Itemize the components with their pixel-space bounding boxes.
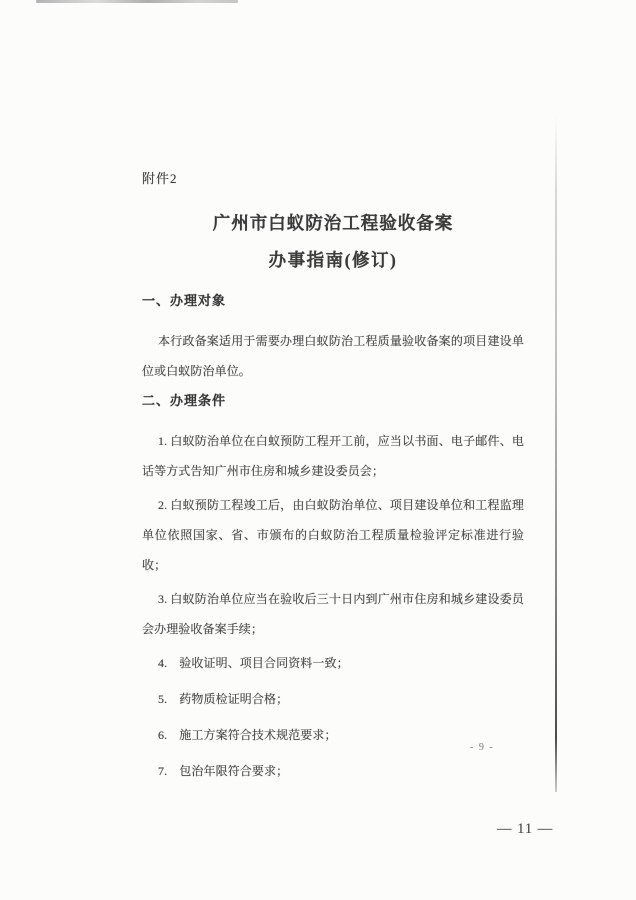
section-paragraph-targets: 本行政备案适用于需要办理白蚁防治工程质量验收备案的项目建设单位或白蚁防治单位。 <box>142 334 524 378</box>
attachment-label: 附件2 <box>142 171 178 186</box>
photocopy-crease-line <box>555 116 557 792</box>
document-content <box>142 168 524 786</box>
condition-item-1: 1. 白蚁防治单位在白蚁预防工程开工前，应当以书面、电子邮件、电话等方式告知广州市住房和城乡建设委员会； <box>142 434 524 478</box>
condition-item-7: 7. 包治年限符合要求； <box>158 764 289 778</box>
scan-artifact-top-line <box>36 0 238 3</box>
document-title <box>142 211 524 272</box>
document-title-line1: 广州市白蚁防治工程验收备案 <box>212 213 454 233</box>
condition-item-5: 5. 药物质检证明合格； <box>158 692 289 706</box>
condition-item-3: 3. 白蚁防治单位应当在验收后三十日内到广州市住房和城乡建设委员会办理验收备案手续； <box>142 592 524 636</box>
inner-page-number: - 9 - <box>470 742 495 753</box>
section-heading-conditions: 二、办理条件 <box>142 393 227 408</box>
condition-item-2: 2. 白蚁预防工程竣工后，由白蚁防治单位、项目建设单位和工程监理单位依照国家、省、市颁布的白蚁防治工程质量检验评定标准进行验收； <box>142 498 524 572</box>
document-title-line2: 办事指南(修订) <box>268 250 398 270</box>
condition-item-6: 6. 施工方案符合技术规范要求； <box>158 728 337 742</box>
section-heading-targets: 一、办理对象 <box>142 293 227 308</box>
footer-page-number: — 11 — <box>497 821 554 837</box>
condition-item-4: 4. 验收证明、项目合同资料一致； <box>158 656 349 670</box>
